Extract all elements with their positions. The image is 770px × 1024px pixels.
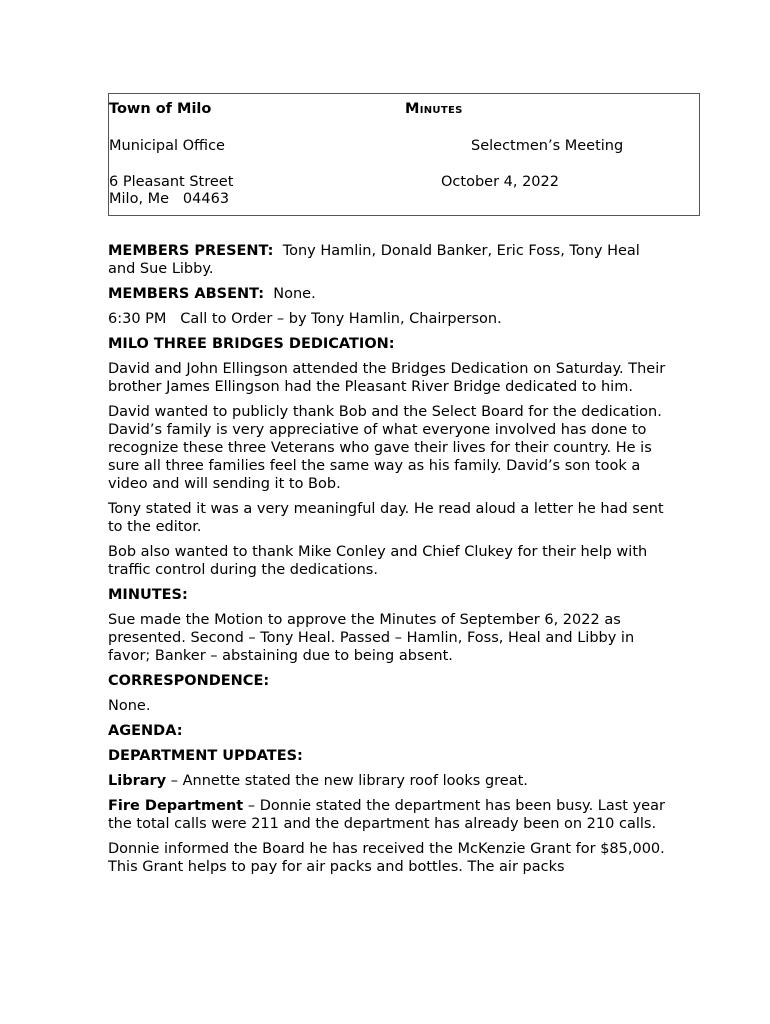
members-present-text: Tony Hamlin, Donald Banker, Eric Foss, Tony Heal and Sue Libby. (108, 243, 640, 277)
members-present-label: MEMBERS PRESENT: (108, 243, 274, 259)
members-present (108, 242, 668, 278)
fire-department-text: – Donnie stated the department has been busy. Last year the total calls were 211 and the department has already been on 210 calls. (108, 798, 665, 832)
town-name: Town of Milo (109, 101, 212, 117)
library-update (108, 772, 668, 790)
members-absent (108, 285, 668, 303)
document-type: Minutes (405, 101, 463, 117)
minutes-paragraph: Sue made the Motion to approve the Minutes of September 6, 2022 as presented. Second – Tony Heal. Passed – Hamlin, Foss, Heal and Libby in favor; Banker – abstaining due to being absent. (108, 612, 635, 664)
dedication-paragraph-1: David and John Ellingson attended the Bridges Dedication on Saturday. Their brother James Ellingson had the Pleasant River Bridge dedicated to him. (108, 361, 666, 395)
office-name: Municipal Office (109, 138, 225, 154)
library-text: – Annette stated the new library roof looks great. (166, 773, 528, 789)
agenda-heading: AGENDA: (108, 723, 183, 739)
city-address: Milo, Me 04463 (109, 191, 230, 207)
correspondence-paragraph: None. (108, 698, 151, 714)
fire-department-label: Fire Department (108, 798, 244, 814)
fire-department-update (108, 797, 668, 833)
call-to-order: 6:30 PM Call to Order – by Tony Hamlin, Chairperson. (108, 311, 502, 327)
meeting-date: October 4, 2022 (441, 174, 559, 190)
street-address: 6 Pleasant Street (109, 174, 234, 190)
header-box (108, 93, 700, 216)
grant-paragraph: Donnie informed the Board he has received the McKenzie Grant for $85,000. This Grant helps to pay for air packs and bottles. The air packs (108, 841, 665, 875)
library-label: Library (108, 773, 167, 789)
members-absent-label: MEMBERS ABSENT: (108, 286, 265, 302)
department-updates-heading: DEPARTMENT UPDATES: (108, 748, 303, 764)
dedication-paragraph-4: Bob also wanted to thank Mike Conley and Chief Clukey for their help with traffic control during the dedications. (108, 544, 648, 578)
dedication-paragraph-3: Tony stated it was a very meaningful day. He read aloud a letter he had sent to the editor. (108, 501, 664, 535)
correspondence-heading: CORRESPONDENCE: (108, 673, 270, 689)
minutes-body (108, 242, 668, 883)
members-absent-text: None. (273, 286, 316, 302)
meeting-name: Selectmen’s Meeting (471, 138, 624, 154)
dedication-paragraph-2: David wanted to publicly thank Bob and the Select Board for the dedication. David’s family is very appreciative of what everyone involved has done to recognize these three Veterans who gave their lives for their country. He is sure all three families feel the same way as his family. David’s son took a video and will sending it to Bob. (108, 404, 662, 492)
minutes-heading: MINUTES: (108, 587, 188, 603)
dedication-heading: MILO THREE BRIDGES DEDICATION: (108, 336, 395, 352)
